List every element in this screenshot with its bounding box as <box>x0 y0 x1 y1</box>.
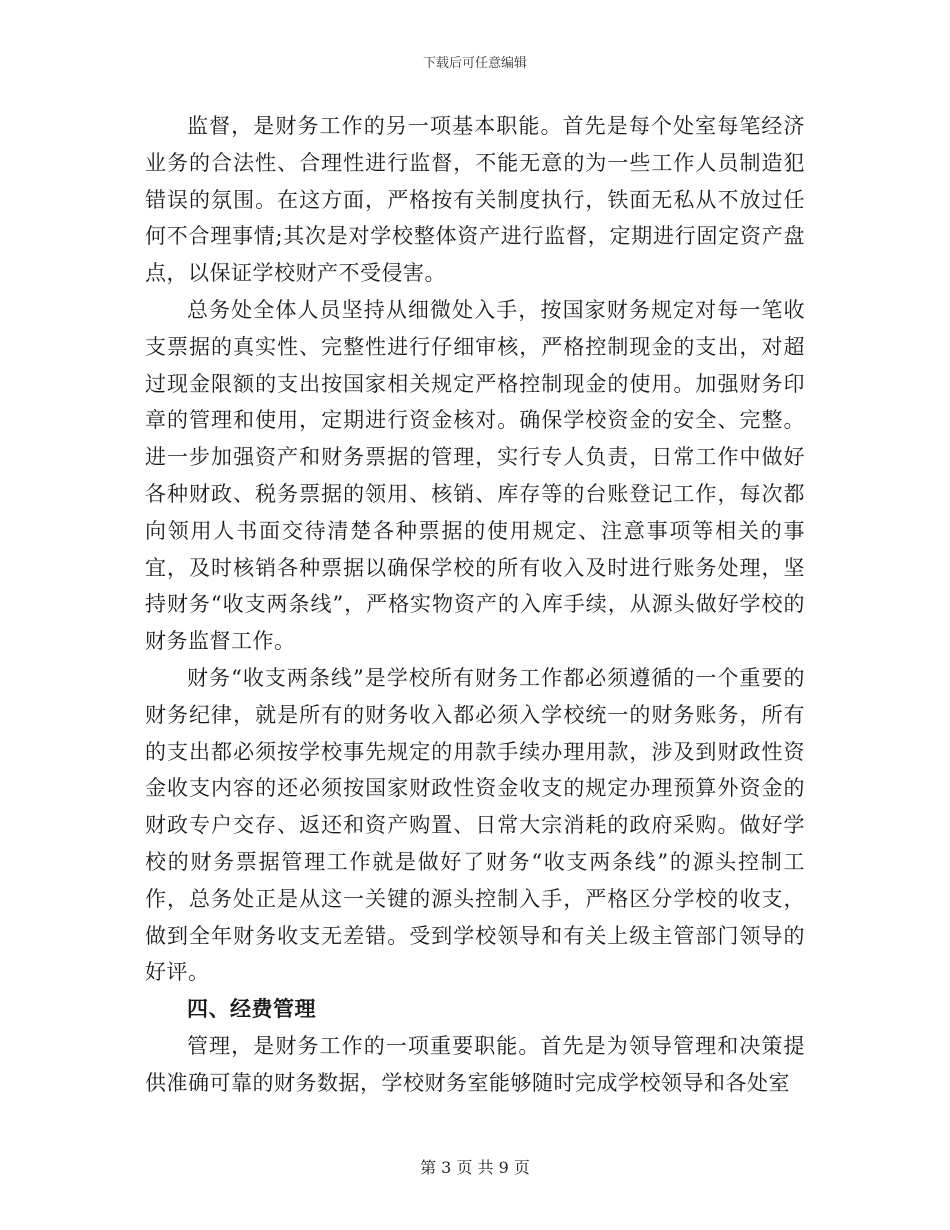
paragraph-general-affairs: 总务处全体人员坚持从细微处入手，按国家财务规定对每一笔收支票据的真实性、完整性进行仔细审核，严格控制现金的支出，对超过现金限额的支出按国家相关规定严格控制现金的使用。加强财务印章的管理和使用，定期进行资金核对。确保学校资金的安全、完整。进一步加强资产和财务票据的管理，实行专人负责，日常工作中做好各种财政、税务票据的领用、核销、库存等的台账登记工作，每次都向领用人书面交待清楚各种票据的使用规定、注意事项等相关的事宜，及时核销各种票据以确保学校的所有收入及时进行账务处理，坚持财务“收支两条线”，严格实物资产的入库手续，从源头做好学校的财务监督工作。 <box>145 297 805 654</box>
document-body <box>145 108 805 1102</box>
page-header: 下载后可任意编辑 <box>422 56 527 71</box>
paragraph-two-lines: 财务“收支两条线”是学校所有财务工作都必须遵循的一个重要的财务纪律，就是所有的财务收入都必须入学校统一的财务账务，所有的支出都必须按学校事先规定的用款手续办理用款，涉及到财政性资金收支内容的还必须按国家财政性资金收支的规定办理预算外资金的财政专户交存、返还和资产购置、日常大宗消耗的政府采购。做好学校的财务票据管理工作就是做好了财务“收支两条线”的源头控制工作，总务处正是从这一关键的源头控制入手，严格区分学校的收支，做到全年财务收支无差错。受到学校领导和有关上级主管部门领导的好评。 <box>145 665 805 985</box>
paragraph-management: 管理，是财务工作的一项重要职能。首先是为领导管理和决策提供准确可靠的财务数据，学校财务室能够随时完成学校领导和各处室 <box>145 1033 805 1095</box>
page-number: 第 3 页 共 9 页 <box>420 1158 530 1177</box>
section-heading-funding: 四、经费管理 <box>187 997 316 1022</box>
paragraph-supervision: 监督，是财务工作的另一项基本职能。首先是每个处室每笔经济业务的合法性、合理性进行监督，不能无意的为一些工作人员制造犯错误的氛围。在这方面，严格按有关制度执行，铁面无私从不放过任何不合理事情;其次是对学校整体资产进行监督，定期进行固定资产盘点，以保证学校财产不受侵害。 <box>145 114 805 286</box>
